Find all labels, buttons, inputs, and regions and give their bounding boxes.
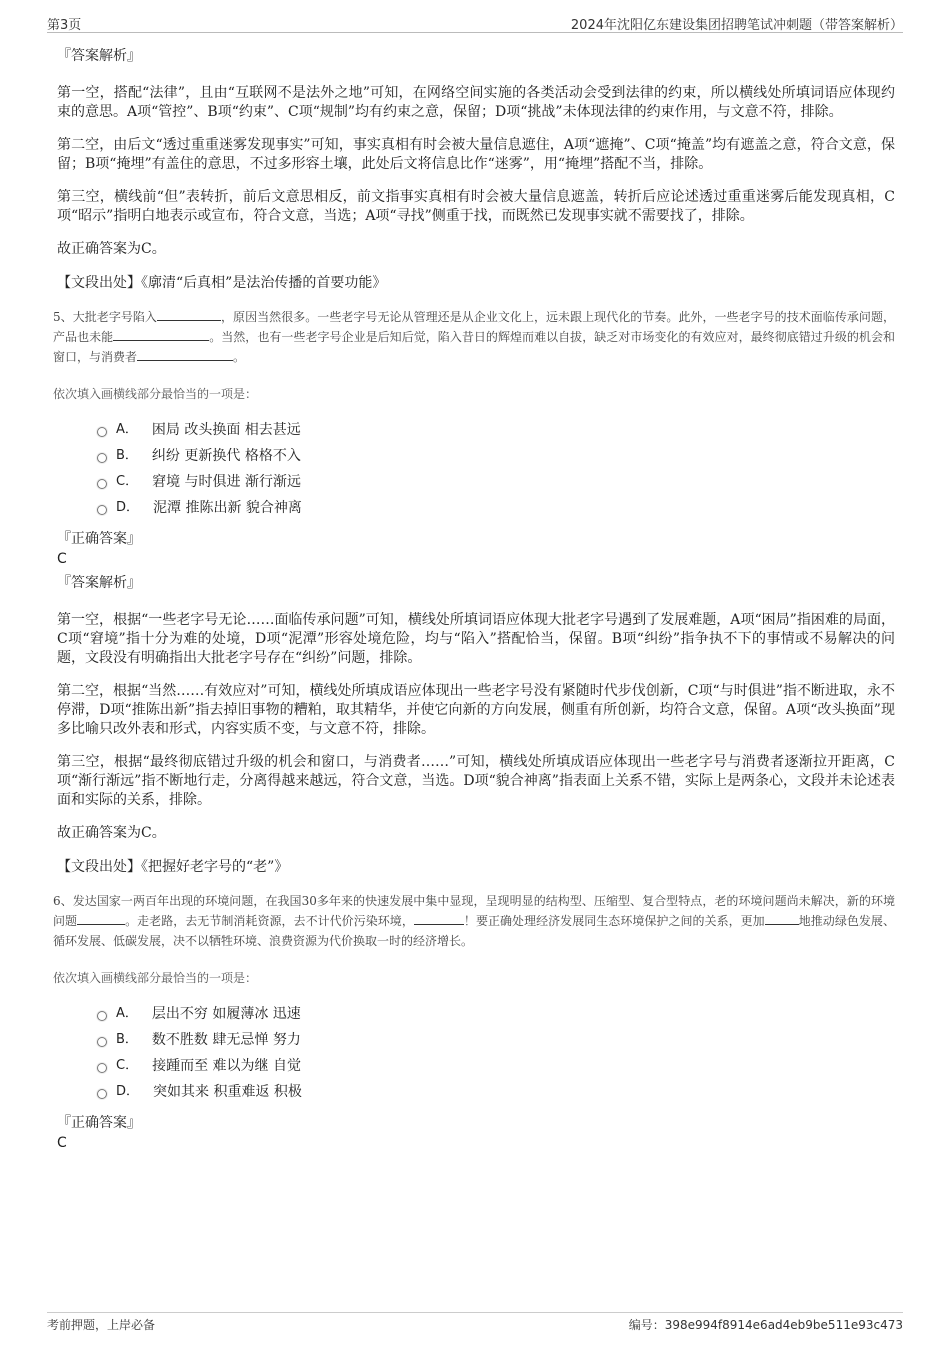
correct-answer-label: 『正确答案』 (57, 1115, 141, 1131)
option-c[interactable]: C． 接踵而至 难以为继 自觉 (97, 1053, 895, 1079)
analysis-paragraph: 第二空，根据“当然……有效应对”可知，横线处所填成语应体现出一些老字号没有紧随时代步伐创新，C项“与时俱进”指不断进取，永不停滞，D项“推陈出新”指去掉旧事物的糟粕，取其精华，并使它向新的方向发展，侧重有所创新，均符合文意，保留。A项“改头换面”现多比喻只改外表和形式，内容实质不变，与文意不符，排除。 (57, 683, 895, 737)
page-footer (47, 1312, 903, 1335)
correct-answer-label: 『正确答案』 (57, 531, 141, 547)
analysis-paragraph: 第三空，横线前“但”表转折，前后文意思相反，前文指事实真相有时会被大量信息遮盖，转折后应论述透过重重迷雾后能发现真相，C项“昭示”指明白地表示或宣布，符合文意，当选；A项“寻找”侧重于找，而既然已发现事实就不需要找了，排除。 (57, 189, 895, 224)
correct-answer: C (57, 1135, 67, 1151)
page-number: 第3页 (47, 18, 82, 33)
page-content (53, 46, 895, 1157)
option-b[interactable]: B． 纠纷 更新换代 格格不入 (97, 443, 895, 469)
conclusion: 故正确答案为C。 (57, 241, 166, 257)
answer-blank (414, 912, 464, 925)
answer-blank (765, 912, 799, 925)
conclusion: 故正确答案为C。 (57, 825, 166, 841)
radio-button-icon[interactable] (97, 453, 107, 463)
radio-button-icon[interactable] (97, 1063, 107, 1073)
option-list (97, 1001, 895, 1105)
radio-button-icon[interactable] (97, 505, 107, 515)
option-b[interactable]: B． 数不胜数 肆无忌惮 努力 (97, 1027, 895, 1053)
option-list (97, 417, 895, 521)
page-header (47, 12, 903, 33)
radio-button-icon[interactable] (97, 1089, 107, 1099)
analysis-paragraph: 第一空，根据“一些老字号无论……面临传承问题”可知，横线处所填词语应体现大批老字号遇到了发展难题，A项“困局”指困难的局面，C项“窘境”指十分为难的处境，D项“泥潭”形容处境危险，均与“陷入”搭配恰当，保留。B项“纠纷”指争执不下的事情或不易解决的问题，文段没有明确指出大批老字号存在“纠纷”问题，排除。 (57, 612, 895, 666)
option-a[interactable]: A． 困局 改头换面 相去甚远 (97, 417, 895, 443)
answer-blank (113, 328, 209, 341)
answer-blank (77, 912, 125, 925)
passage-source: 【文段出处】《廓清“后真相”是法治传播的首要功能》 (57, 275, 387, 291)
question-5-text: 5、大批老字号陷入 ，原因当然很多。一些老字号无论从管理还是从企业文化上，远未跟上现代化的节奏。此外，一些老字号的技术面临传承问题，产品也未能 。当然，也有一些老字号企业是后知后觉，陷入昔日的辉煌而难以自拔，缺乏对市场变化的有效应对，最终彻底错过升级的机会和窗口，与消费者 。 (53, 310, 895, 364)
option-a[interactable]: A． 层出不穷 如履薄冰 迅速 (97, 1001, 895, 1027)
radio-button-icon[interactable] (97, 479, 107, 489)
answer-blank (137, 348, 233, 361)
analysis-paragraph: 第一空，搭配“法律”，且由“互联网不是法外之地”可知，在网络空间实施的各类活动会受到法律的约束，所以横线处所填词语应体现约束的意思。A项“管控”、B项“约束”、C项“规制”均有约束之意，保留；D项“挑战”未体现法律的约束作用，与文意不符，排除。 (57, 85, 895, 120)
document-title: 2024年沈阳亿东建设集团招聘笔试冲刺题（带答案解析） (570, 18, 903, 33)
radio-button-icon[interactable] (97, 1011, 107, 1021)
radio-button-icon[interactable] (97, 427, 107, 437)
option-d[interactable]: D． 泥潭 推陈出新 貌合神离 (97, 495, 895, 521)
correct-answer: C (57, 551, 67, 567)
analysis-label: 『答案解析』 (57, 48, 141, 64)
footer-slogan: 考前押题，上岸必备 (47, 1318, 156, 1332)
question-prompt: 依次填入画横线部分最恰当的一项是： (53, 387, 258, 401)
question-prompt: 依次填入画横线部分最恰当的一项是： (53, 971, 258, 985)
option-d[interactable]: D． 突如其来 积重难返 积极 (97, 1079, 895, 1105)
analysis-paragraph: 第二空，由后文“透过重重迷雾发现事实”可知，事实真相有时会被大量信息遮住，A项“遮掩”、C项“掩盖”均有遮盖之意，符合文意，保留；B项“掩埋”有盖住的意思，不过多形容土壤，此处后文将信息比作“迷雾”，用“掩埋”搭配不当，排除。 (57, 137, 895, 172)
analysis-paragraph: 第三空，根据“最终彻底错过升级的机会和窗口，与消费者……”可知，横线处所填成语应体现出一些老字号与消费者逐渐拉开距离，C项“渐行渐远”指不断地行走，分离得越来越远，符合文意，当选。D项“貌合神离”指表面上关系不错，实际上是两条心，文段并未论述表面和实际的关系，排除。 (57, 754, 895, 808)
question-6-text: 6、发达国家一两百年出现的环境问题，在我国30多年来的快速发展中集中显现，呈现明显的结构型、压缩型、复合型特点，老的环境问题尚未解决，新的环境问题 。走老路，去无节制消耗资源，去不计代价污染环境， ！要正确处理经济发展同生态环境保护之间的关系，更加 地推动绿色发展、循环发展、低碳发展，决不以牺牲环境、浪费资源为代价换取一时的经济增长。 (53, 894, 895, 948)
option-c[interactable]: C． 窘境 与时俱进 渐行渐远 (97, 469, 895, 495)
document-code: 编号：398e994f8914e6ad4eb9be511e93c473 (628, 1318, 903, 1332)
analysis-label: 『答案解析』 (57, 575, 141, 591)
radio-button-icon[interactable] (97, 1037, 107, 1047)
answer-blank (157, 308, 221, 321)
passage-source: 【文段出处】《把握好老字号的“老”》 (57, 859, 289, 875)
